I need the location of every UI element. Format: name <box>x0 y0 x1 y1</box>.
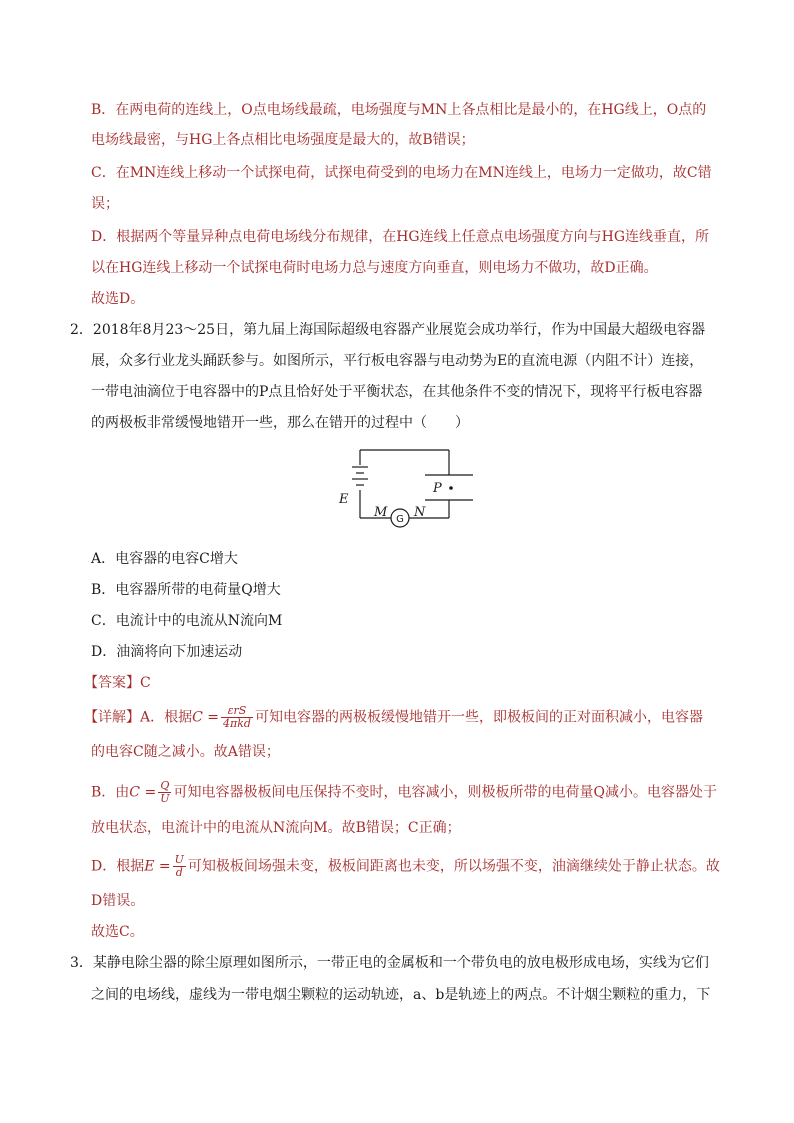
formula3-denominator: d <box>175 866 183 879</box>
capacitor-circuit-figure <box>330 445 480 535</box>
detail-d-prefix: D．根据 <box>91 858 145 875</box>
q2-stem-line4: 的两极板非常缓慢地错开一些，那么在错开的过程中（ ） <box>91 415 469 431</box>
q2-stem-line1: 2．2018年8月23～25日，第九届上海国际超级电容器产业展览会成功举行，作为中国最大超级电容器 <box>70 322 706 338</box>
prev-solution-choose: 故选D。 <box>91 291 145 307</box>
q2-stem-line3: 一带电油滴位于电容器中的P点且恰好处于平衡状态，在其他条件不变的情况下，现将平行板电容器 <box>91 384 703 400</box>
detail-b-prefix: B．由 <box>91 784 130 801</box>
detail-d-suffix: 可知极板间场强未变，极板间距离也未变，所以场强不变，油滴继续处于静止状态。故 <box>187 858 720 875</box>
formula2-lhs: C = <box>129 784 157 801</box>
q2-detail-d-line2: D错误。 <box>91 893 145 909</box>
q2-detail-b-line2: 放电状态，电流计中的电流从N流向M。故B错误；C正确； <box>91 820 461 836</box>
formula1-denominator: 4πkd <box>223 717 251 730</box>
formula3-fraction <box>173 854 186 879</box>
label-N: N <box>414 505 426 520</box>
answer-tag: 【答案】 <box>84 675 140 691</box>
prev-solution-b-line1: B．在两电荷的连线上，O点电场线最疏，电场强度与MN上各点相比是最小的，在HG线上，O点的 <box>91 102 707 118</box>
q2-option-d: D．油滴将向下加速运动 <box>91 644 243 660</box>
formula1-lhs: C = <box>192 709 220 726</box>
q2-option-c: C．电流计中的电流从N流向M <box>91 613 283 629</box>
q3-stem-line2: 之间的电场线，虚线为一带电烟尘颗粒的运动轨迹，a、b是轨迹上的两点。不计烟尘颗粒的重力，下 <box>91 987 711 1003</box>
q2-detail-a-line1 <box>84 705 703 730</box>
prev-solution-b-line2: 电场线最密，与HG上各点相比电场强度是最大的，故B错误； <box>91 132 475 148</box>
q2-detail-a-line2: 的电容C随之减小。故A错误； <box>91 744 280 760</box>
q2-option-b: B．电容器所带的电荷量Q增大 <box>91 582 281 598</box>
formula2-numerator: Q <box>158 780 171 793</box>
q3-stem-line1: 3．某静电除尘器的除尘原理如图所示，一带正电的金属板和一个带负电的放电极形成电场，实线为它们 <box>70 955 709 971</box>
label-P: P <box>433 481 442 496</box>
label-G: G <box>396 514 404 525</box>
q2-stem-line2: 展，众多行业龙头踊跃参与。如图所示，平行板电容器与电动势为E的直流电源（内阻不计）连接， <box>91 353 704 369</box>
detail-tag: 【详解】 <box>84 709 140 726</box>
formula1-numerator: εrS <box>221 705 253 718</box>
label-E: E <box>339 492 349 507</box>
formula3-numerator: U <box>174 853 184 866</box>
detail-a-prefix: A．根据 <box>140 709 193 726</box>
label-M: M <box>374 505 388 520</box>
prev-solution-c-line1: C．在MN连线上移动一个试探电荷，试探电荷受到的电场力在MN连线上，电场力一定做功，故C错 <box>91 165 712 181</box>
formula2-fraction <box>158 780 171 805</box>
detail-b-suffix: 可知电容器极板间电压保持不变时，电容减小，则极板所带的电荷量Q减小。电容器处于 <box>173 784 717 801</box>
q2-detail-d-line1 <box>91 854 720 879</box>
q2-option-a: A．电容器的电容C增大 <box>91 551 238 567</box>
formula3-lhs: E = <box>144 858 171 875</box>
formula2-denominator: U <box>160 792 170 805</box>
q2-choose: 故选C。 <box>91 924 144 940</box>
q2-answer-line <box>84 673 151 693</box>
prev-solution-d-line1: D．根据两个等量异种点电荷电场线分布规律，在HG连线上任意点电场强度方向与HG连线垂直，所 <box>91 229 710 245</box>
prev-solution-d-line2: 以在HG连线上移动一个试探电荷时电场力总与速度方向垂直，则电场力不做功，故D正确。 <box>91 260 658 276</box>
prev-solution-c-line2: 误； <box>91 196 119 212</box>
detail-a-suffix: 可知电容器的两极板缓慢地错开一些，即极板间的正对面积减小，电容器 <box>254 709 703 726</box>
q2-detail-b-line1 <box>91 780 717 805</box>
formula1-fraction <box>221 705 253 730</box>
answer-value: C <box>140 675 151 691</box>
oil-drop-point <box>449 486 453 490</box>
